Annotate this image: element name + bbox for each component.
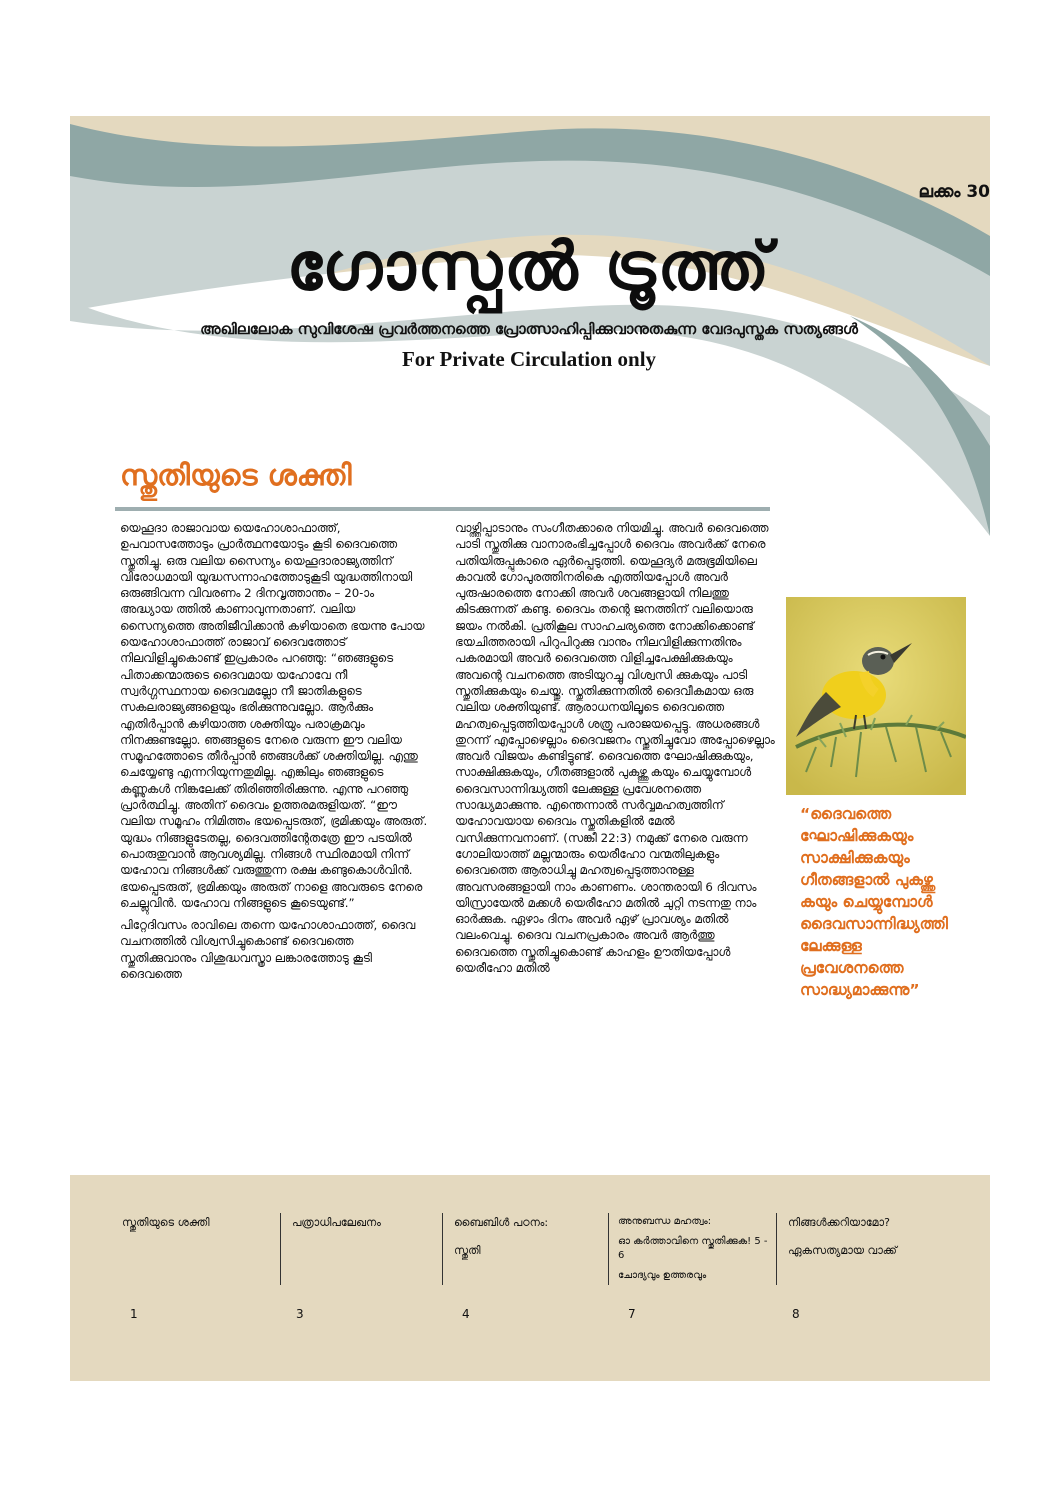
article-column-1	[120, 520, 430, 988]
contents-item[interactable]	[454, 1215, 599, 1259]
contents-item-title: ബൈബിൾ പഠനം:	[454, 1216, 549, 1229]
article-paragraph: യെഹൂദാ രാജാവായ യെഹോശാഫാത്ത്, ഉപവാസത്തോടും പ്രാർത്ഥനയോടും കൂടി ദൈവത്തെ സ്തുതിച്ചു. ഒരു വലിയ സൈന്യം യെഹൂദാരാജ്യത്തിന് വിരോധമായി യുദ്ധസന്നാഹത്തോടുകൂടി യുദ്ധത്തിനായി ഒരുങ്ങിവന്ന വിവരണം 2 ദിനവൃത്താന്തം – 20-ാം അദ്ധ്യായ ത്തിൽ കാണാവുന്നതാണ്. വലിയ സൈന്യത്തെ അതിജീവിക്കാൻ കഴിയാതെ ഭയന്നു പോയ യെഹോശാഫാത്ത് രാജാവ് ദൈവത്തോട് നിലവിളിച്ചുകൊണ്ട് ഇപ്രകാരം പറഞ്ഞു: “ഞങ്ങളുടെ പിതാക്കന്മാരുടെ ദൈവമായ യഹോവേ നീ സ്വർഗ്ഗസ്ഥനായ ദൈവമല്ലോ നീ ജാതികളുടെ സകലരാജ്യങ്ങളെയും ഭരിക്കുന്നുവല്ലോ. ആർക്കും എതിർപ്പാൻ കഴിയാത്ത ശക്തിയും പരാക്രമവും നിനക്കുണ്ടല്ലോ. ഞങ്ങളുടെ നേരെ വരുന്ന ഈ വലിയ സമൂഹത്തോടെ തീർപ്പാൻ ഞങ്ങൾക്ക് ശക്തിയില്ല. എന്തു ചെയ്യേണ്ടു എന്നറിയുന്നതുമില്ല. എങ്കിലും ഞങ്ങളുടെ കണ്ണുകൾ നിങ്കലേക്ക് തിരിഞ്ഞിരിക്കുന്നു. എന്നു പറഞ്ഞു പ്രാർത്ഥിച്ചു. അതിന് ദൈവം ഉത്തരമരുളിയത്. “ഈ വലിയ സമൂഹം നിമിത്തം ഭയപ്പെടരുത്, ഭ്രമിക്കയും അരുത്. യുദ്ധം നിങ്ങളുടേതല്ല, ദൈവത്തിന്റേതത്രേ ഈ പടയിൽ പൊരുതുവാൻ ആവശ്യമില്ല. നിങ്ങൾ സ്ഥിരമായി നിന്ന് യഹോവ നിങ്ങൾക്ക് വരുത്തുന്ന രക്ഷ കണ്ടുകൊൾവിൻ. ഭയപ്പെടരുത്, ഭ്രമിക്കയും അരുത് നാളെ അവരുടെ നേരെ ചെല്ലുവിൻ. യഹോവ നിങ്ങളുടെ കൂടെയുണ്ട്.”	[120, 521, 428, 910]
publication-title: ഗോസ്പൽ ട്രൂത്ത്	[286, 228, 772, 305]
contents-divider	[280, 1213, 281, 1285]
bird-photo-icon	[786, 597, 966, 795]
contents-divider	[776, 1213, 777, 1285]
contents-divider	[442, 1213, 443, 1285]
contents-item[interactable]	[618, 1215, 768, 1283]
contents-item[interactable]	[292, 1215, 432, 1231]
pull-quote: “ദൈവത്തെ ഘോഷിക്കുകയും സാക്ഷിക്കുകയും ഗീതങ്ങളാൽ പുകഴ്ത്തു കയും ചെയ്യുമ്പോൾ ദൈവസാന്നിദ്ധ്യത്തി ലേക്കുള്ള പ്രവേശനത്തെ സാദ്ധ്യമാക്കുന്നു”	[800, 805, 948, 999]
page-number: 1	[130, 1307, 138, 1321]
page-number: 8	[792, 1307, 800, 1321]
article-paragraph: പിറ്റേദിവസം രാവിലെ തന്നെ യഹോശാഫാത്ത്, ദൈവ വചനത്തിൽ വിശ്വസിച്ചുകൊണ്ട് ദൈവത്തെ സ്തുതിക്കുവാനും വിശുദ്ധവസ്ത്രാ ലങ്കാരത്തോടു കൂടി ദൈവത്തെ	[120, 918, 416, 982]
issue-number: ലക്കം 30	[918, 182, 990, 202]
contents-item-subtitle: ഓ കർത്താവിനെ സ്തുതിക്കുക! 5 - 6	[618, 1236, 768, 1261]
contents-item-title: നിങ്ങൾക്കറിയാമോ?	[788, 1216, 890, 1229]
circulation-note: For Private Circulation only	[401, 347, 657, 371]
page-number: 3	[296, 1307, 304, 1321]
article-paragraph: വാഴ്ത്തിപ്പാടാനും സംഗീതക്കാരെ നിയമിച്ചു. അവർ ദൈവത്തെ പാടി സ്തുതിക്കു വാനാരംഭിച്ചപ്പോൾ ദൈവം അവർക്ക് നേരെ പതിയിരുപ്പുകാരെ ഏർപ്പെടുത്തി. യെഹൂദ്യർ മരുഭൂമിയിലെ കാവൽ ഗോപുരത്തിനരികെ എത്തിയപ്പോൾ അവർ പുരുഷാരത്തെ നോക്കി അവർ ശവങ്ങളായി നിലത്തു കിടക്കുന്നത് കണ്ടു. ദൈവം തന്റെ ജനത്തിന് വലിയൊരു ജയം നൽകി. പ്രതികൂല സാഹചര്യത്തെ നോക്കിക്കൊണ്ട് ഭയചിത്തരായി പിറുപിറുക്കു വാനും നിലവിളിക്കുന്നതിനും പകരമായി അവർ ദൈവത്തെ വിളിച്ചപേക്ഷിക്കുകയും അവന്റെ വചനത്തെ അടിയുറച്ചു വിശ്വസി ക്കുകയും പാടി സ്തുതിക്കുകയും ചെയ്തു. സ്തുതിക്കുന്നതിൽ ദൈവീകമായ ഒരു വലിയ ശക്തിയുണ്ട്. ആരാധനയിലൂടെ ദൈവത്തെ മഹത്വപ്പെടുത്തിയപ്പോൾ ശത്രു പരാജയപ്പെട്ടു. അധരങ്ങൾ തുറന്ന് എപ്പോഴെല്ലാം ദൈവജനം സ്തുതിച്ചുവോ അപ്പോഴെല്ലാം അവർ വിജയം കണ്ടിട്ടുണ്ട്. ദൈവത്തെ ഘോഷിക്കുകയും, സാക്ഷിക്കുകയും, ഗീതങ്ങളാൽ പുകഴ്ത്തു കയും ചെയ്യുമ്പോൾ ദൈവസാന്നിദ്ധ്യത്തി ലേക്കുള്ള പ്രവേശനത്തെ സാദ്ധ്യമാക്കുന്നു. എന്തെന്നാൽ സർവ്വമഹത്വത്തിന് യഹോവയായ ദൈവം സ്തുതികളിൽ മേൽ വസിക്കുന്നവനാണ്. (സങ്കീ 22:3) നമുക്ക് നേരെ വരുന്ന ഗോലിയാത്ത് മല്ലന്മാരും യെരീഹോ വന്മതിലുകളും ദൈവത്തെ ആരാധിച്ചു മഹത്വപ്പെടുത്താനുള്ള അവസരങ്ങളായി നാം കാണണം. ശാന്തരായി 6 ദിവസം യിസ്രായേൽ മക്കൾ യെരീഹോ മതിൽ ചുറ്റി നടന്നതു നാം ഓർക്കുക. ഏഴാം ദിനം അവർ ഏഴ് പ്രാവശ്യം മതിൽ വലംവെച്ചു. ദൈവ വചനപ്രകാരം അവർ ആർത്തു ദൈവത്തെ സ്തുതിച്ചുകൊണ്ട് കാഹളം ഊതിയപ്പോൾ യെരീഹോ മതിൽ	[455, 521, 775, 976]
contents-item-title: അനുബന്ധ മഹത്വം:	[618, 1216, 712, 1227]
article-column-2	[455, 520, 775, 982]
contents-item-title: സ്തുതിയുടെ ശക്തി	[122, 1216, 210, 1229]
contents-footer	[70, 1175, 990, 1381]
contents-item-subtitle: ചോദ്യവും ഉത്തരവും	[618, 1270, 707, 1281]
contents-item[interactable]	[788, 1215, 958, 1259]
contents-divider	[608, 1213, 609, 1285]
contents-item-title: പത്രാധിപലേഖനം	[292, 1216, 381, 1229]
title-divider	[115, 507, 770, 511]
article-title: സ്തുതിയുടെ ശക്തി	[120, 458, 352, 492]
page-number: 4	[462, 1307, 470, 1321]
page-number: 7	[628, 1307, 636, 1321]
contents-item[interactable]	[122, 1215, 272, 1231]
contents-item-subtitle: സ്തുതി	[454, 1244, 481, 1257]
publication-tagline: അഖിലലോക സുവിശേഷ പ്രവർത്തനത്തെ പ്രോത്സാഹിപ്പിക്കുവാനുതകുന്ന വേദപുസ്തക സത്യങ്ങൾ	[200, 320, 858, 338]
contents-item-subtitle: ഏകസത്യമായ വാക്ക്	[788, 1244, 897, 1257]
